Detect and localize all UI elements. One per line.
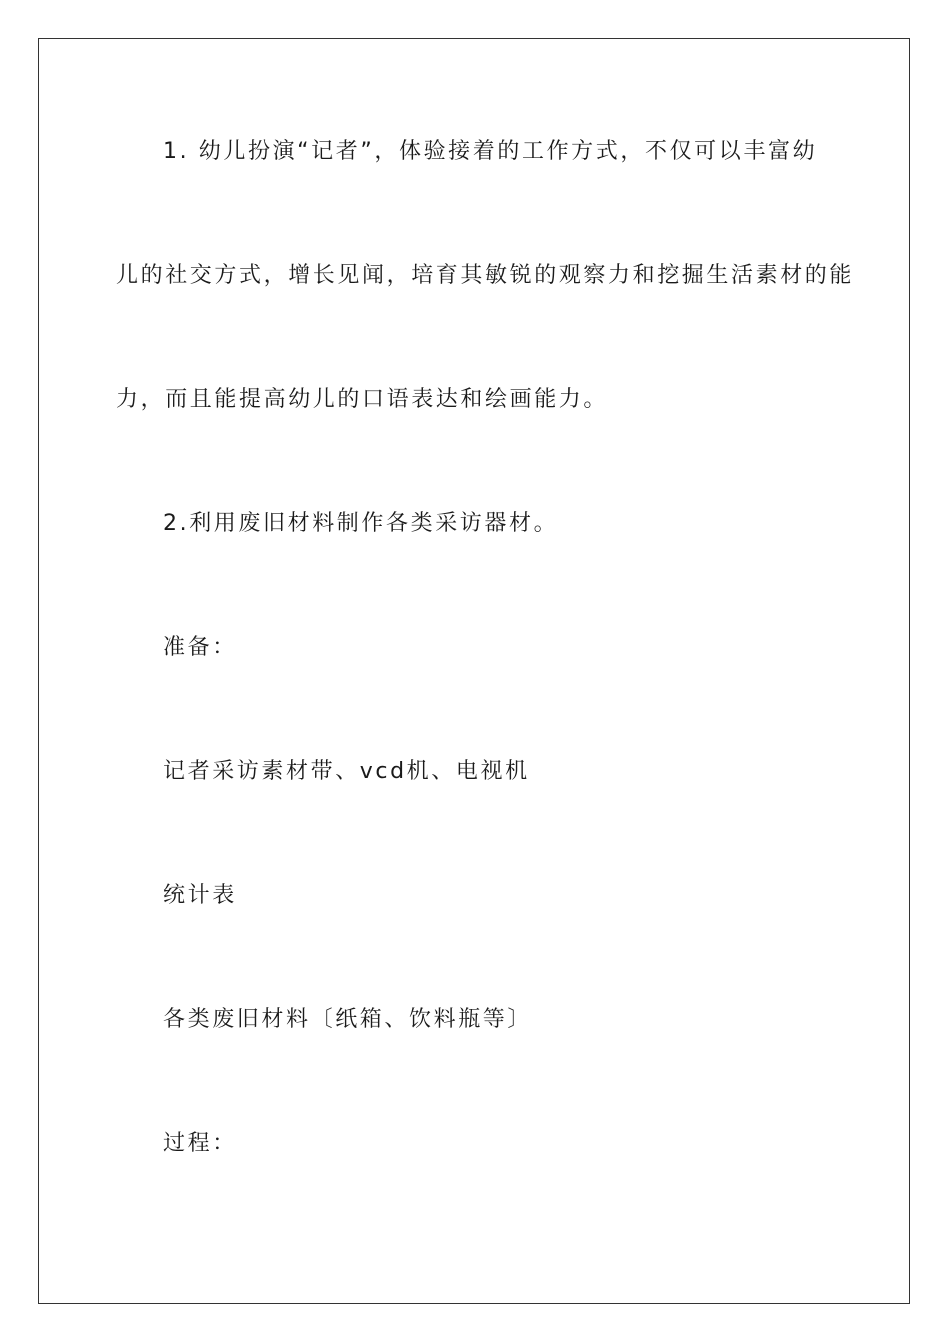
text-line: 力，而且能提高幼儿的口语表达和绘画能力。: [116, 387, 609, 412]
paragraph-goal-2: 2.利用废旧材料制作各类采访器材。: [163, 511, 559, 536]
heading-process: 过程：: [163, 1131, 237, 1156]
paragraph-materials-table: 统计表: [163, 883, 237, 908]
paragraph-goal-1: [116, 90, 855, 462]
heading-preparation: 准备：: [163, 635, 237, 660]
text-line: 1. 幼儿扮演“记者”，体验接着的工作方式，不仅可以丰富幼: [163, 139, 818, 164]
paragraph-materials-waste: 各类废旧材料〔纸箱、饮料瓶等〕: [163, 1007, 533, 1032]
text-line: 儿的社交方式，增长见闻，培育其敏锐的观察力和挖掘生活素材的能: [116, 263, 855, 288]
paragraph-materials-media: 记者采访素材带、vcd机、电视机: [163, 759, 530, 784]
